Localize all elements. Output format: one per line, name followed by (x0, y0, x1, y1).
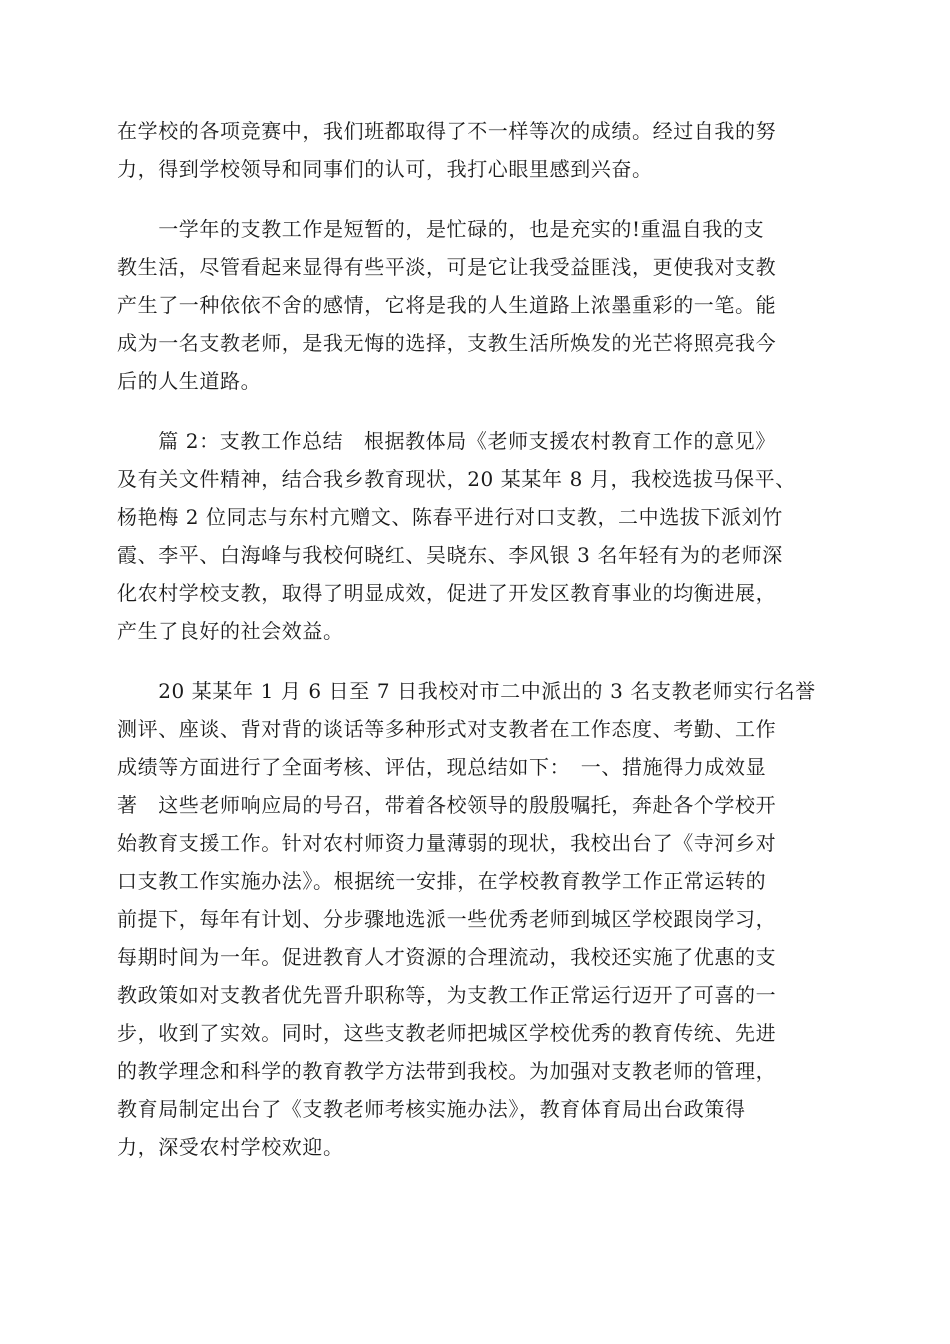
paragraph-3 (117, 422, 837, 650)
text-line: 成为一名支教老师，是我无悔的选择，支教生活所焕发的光芒将照亮我今 (117, 331, 777, 355)
text-line: 口支教工作实施办法》。根据统一安排，在学校教育教学工作正常运转的 (117, 869, 767, 893)
text-line: 20 某某年 1 月 6 日至 7 日我校对市二中派出的 3 名支教老师实行名誉 (117, 679, 816, 703)
text-line: 力，得到学校领导和同事们的认可，我打心眼里感到兴奋。 (117, 157, 653, 181)
paragraph-gap (117, 188, 837, 210)
text-line: 霞、李平、白海峰与我校何晓红、吴晓东、李风银 3 名年轻有为的老师深 (117, 543, 783, 567)
text-line: 的教学理念和科学的教育教学方法带到我校。为加强对支教老师的管理， (117, 1059, 777, 1083)
text-line: 杨艳梅 2 位同志与东村亢赠文、陈春平进行对口支教，二中选拔下派刘竹 (117, 505, 783, 529)
text-line: 步，收到了实效。同时，这些支教老师把城区学校优秀的教育传统、先进 (117, 1021, 777, 1045)
text-line: 产生了一种依依不舍的感情，它将是我的人生道路上浓墨重彩的一笔。能 (117, 293, 777, 317)
text-line: 每期时间为一年。促进教育人才资源的合理流动，我校还实施了优惠的支 (117, 945, 777, 969)
paragraph-4 (117, 672, 837, 1166)
text-line: 产生了良好的社会效益。 (117, 619, 344, 643)
paragraph-gap (117, 400, 837, 422)
text-line: 成绩等方面进行了全面考核、评估，现总结如下： 一、措施得力成效显 (117, 755, 767, 779)
paragraph-gap (117, 650, 837, 672)
text-line: 著 这些老师响应局的号召，带着各校领导的殷殷嘱托，奔赴各个学校开 (117, 793, 777, 817)
text-line: 后的人生道路。 (117, 369, 262, 393)
text-line: 及有关文件精神，结合我乡教育现状，20 某某年 8 月，我校选拔马保平、 (117, 467, 796, 491)
text-line: 篇 2：支教工作总结 根据教体局《老师支援农村教育工作的意见》 (117, 429, 776, 453)
document-body (117, 112, 837, 1166)
text-line: 一学年的支教工作是短暂的，是忙碌的，也是充实的!重温自我的支 (117, 217, 765, 241)
text-line: 前提下，每年有计划、分步骤地选派一些优秀老师到城区学校跟岗学习， (117, 907, 777, 931)
text-line: 测评、座谈、背对背的谈话等多种形式对支教者在工作态度、考勤、工作 (117, 717, 777, 741)
text-line: 教生活，尽管看起来显得有些平淡，可是它让我受益匪浅，更使我对支教 (117, 255, 777, 279)
text-line: 力，深受农村学校欢迎。 (117, 1135, 344, 1159)
text-line: 在学校的各项竞赛中，我们班都取得了不一样等次的成绩。经过自我的努 (117, 119, 777, 143)
text-line: 教育局制定出台了《支教老师考核实施办法》，教育体育局出台政策得 (117, 1097, 746, 1121)
text-line: 化农村学校支教，取得了明显成效，促进了开发区教育事业的均衡进展， (117, 581, 777, 605)
paragraph-1 (117, 112, 837, 188)
text-line: 始教育支援工作。针对农村师资力量薄弱的现状，我校出台了《寺河乡对 (117, 831, 777, 855)
paragraph-2 (117, 210, 837, 400)
text-line: 教政策如对支教者优先晋升职称等，为支教工作正常运行迈开了可喜的一 (117, 983, 777, 1007)
